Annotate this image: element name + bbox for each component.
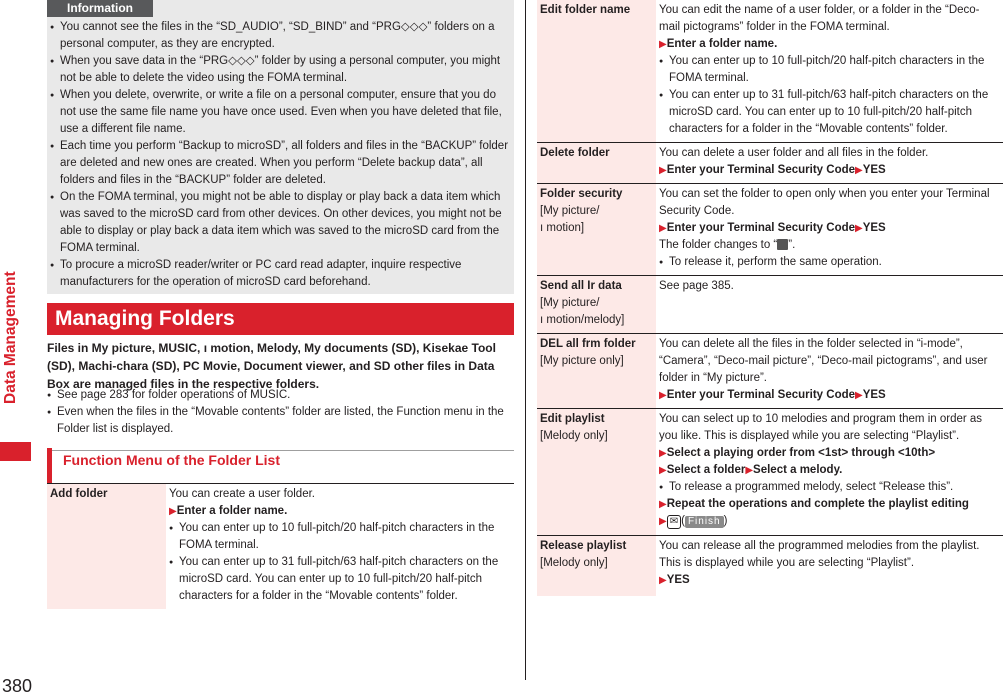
- arrow-icon: ▶: [659, 165, 667, 176]
- arrow-icon: ▶: [659, 390, 667, 401]
- function-desc: You can set the folder to open only when you enter your Terminal Security Code.: [659, 188, 990, 217]
- function-name: Edit folder name: [540, 4, 631, 16]
- row-name-cell: [537, 0, 656, 143]
- function-action: YES: [666, 574, 690, 586]
- function-scope: [Melody only]: [540, 557, 608, 569]
- function-desc: You can delete all the files in the folder selected in “i-mode”, “Camera”, “Deco-mail picture”, “Deco-mail pictograms”, and user folder in “My picture”.: [659, 338, 988, 384]
- function-name: Release playlist: [540, 540, 627, 552]
- section-intro: Files in My picture, MUSIC, ı motion, Melody, My documents (SD), Kisekae Tool (SD), Machi-chara (SD), PC Movie, Document viewer, and SD other files in Data Box are managed files in the respective folders.: [47, 341, 496, 391]
- row-desc-cell: [656, 0, 1003, 143]
- arrow-icon: ▶: [659, 39, 667, 50]
- information-tag: Information: [47, 0, 153, 17]
- arrow-icon: ▶: [659, 223, 667, 234]
- side-tab: [0, 0, 31, 698]
- function-scope: [My picture only]: [540, 355, 624, 367]
- function-name: Send all Ir data: [540, 280, 622, 292]
- row-name-cell: [537, 536, 656, 596]
- table-row: [537, 143, 1003, 184]
- function-action: YES: [862, 389, 886, 401]
- row-desc-cell: [656, 334, 1003, 409]
- change-text: The folder changes to “: [659, 239, 778, 251]
- function-action: Repeat the operations and complete the playlist editing: [666, 498, 969, 510]
- arrow-icon: ▶: [659, 448, 667, 459]
- function-name: Edit playlist: [540, 413, 605, 425]
- function-action: Select a playing order from <1st> through <10th>: [666, 447, 936, 459]
- row-desc-cell: [656, 276, 1003, 334]
- table-row: [537, 409, 1003, 536]
- function-desc: You can create a user folder.: [169, 488, 315, 500]
- function-desc: You can edit the name of a user folder, or a folder in the “Deco-mail pictograms” folder in the FOMA terminal.: [659, 4, 980, 33]
- function-action: Enter a folder name.: [666, 38, 778, 50]
- function-scope: ı motion/melody]: [540, 314, 625, 326]
- row-desc-cell: [166, 484, 514, 610]
- function-scope: [My picture/: [540, 297, 600, 309]
- row-name-cell: [537, 409, 656, 536]
- function-scope: [My picture/: [540, 205, 600, 217]
- table-row: [537, 536, 1003, 596]
- arrow-icon: ▶: [169, 506, 177, 517]
- row-desc-cell: [656, 143, 1003, 184]
- secure-folder-icon: [777, 239, 788, 250]
- change-text: ”.: [788, 239, 796, 251]
- note-item: ● You can enter up to 31 full-pitch/63 half-pitch characters on the microSD card. You can enter up to 10 full-pitch/20 half-pitch characters for a folder in the “Movable contents” folder.: [169, 554, 511, 605]
- heading-rule: [52, 450, 514, 451]
- information-item: ● You cannot see the files in the “SD_AUDIO”, “SD_BIND” and “PRG◇◇◇” folders on a personal computer, as they are encrypted.: [50, 19, 510, 53]
- function-name: Folder security: [540, 188, 623, 200]
- function-action: Select a folder: [666, 464, 746, 476]
- arrow-icon: ▶: [659, 575, 667, 586]
- function-name: Delete folder: [540, 147, 610, 159]
- information-item: ● When you save data in the “PRG◇◇◇” folder by using a personal computer, you might not be able to delete the video using the FOMA terminal.: [50, 53, 510, 87]
- arrow-icon: ▶: [855, 165, 863, 176]
- finish-softkey: Finish: [685, 516, 724, 528]
- information-list: [50, 19, 510, 291]
- row-desc-cell: [656, 536, 1003, 596]
- row-name-cell: [537, 184, 656, 276]
- function-desc: You can release all the programmed melodies from the playlist. This is displayed while you are selecting “Playlist”.: [659, 540, 980, 569]
- information-item: ● Each time you perform “Backup to microSD”, all folders and files in the “BACKUP” folder are deleted and new ones are created. When you perform “Delete backup data”, all folders and files in the “BACKUP” folder are deleted.: [50, 138, 510, 189]
- table-row: [47, 484, 514, 610]
- function-table-left: [47, 484, 514, 610]
- row-desc-cell: You can select up to 10 melodies and program them in order as you like. This is displayed while you are selecting “Playlist”. ▶Select a playing order from <1st> through <10th> ▶Select a folder▶Select a melody. ● To release a programmed melody, select “Release this”. ▶Repeat the operations and complete the playlist editing ▶ ✉ ( Finish ): [656, 409, 1003, 536]
- section-title: Managing Folders: [47, 303, 514, 335]
- function-desc: You can delete a user folder and all files in the folder.: [659, 147, 929, 159]
- heading-accent: [47, 448, 52, 484]
- page-number: 380: [2, 676, 33, 696]
- function-desc: You can select up to 10 melodies and program them in order as you like. This is displayed while you are selecting “Playlist”.: [659, 413, 983, 442]
- row-name-cell: [537, 143, 656, 184]
- table-row: [537, 334, 1003, 409]
- information-item: ● When you delete, overwrite, or write a file on a personal computer, ensure that you do not use the same file name you have once used. Even when you have deleted that file, use a different file name.: [50, 87, 510, 138]
- arrow-icon: ▶: [855, 390, 863, 401]
- function-action: Enter your Terminal Security Code: [666, 222, 856, 234]
- note-item: ● Even when the files in the “Movable contents” folder are listed, the Function menu in the Folder list is displayed.: [47, 404, 512, 438]
- note-item: ● To release a programmed melody, select “Release this”.: [659, 479, 1000, 496]
- function-action: Enter your Terminal Security Code: [666, 389, 856, 401]
- function-scope: ı motion]: [540, 222, 585, 234]
- function-name: Add folder: [50, 488, 108, 500]
- function-action: YES: [862, 164, 886, 176]
- function-desc: See page 385.: [659, 280, 734, 292]
- note-item: ● You can enter up to 31 full-pitch/63 half-pitch characters on the microSD card. You can enter up to 10 full-pitch/20 half-pitch characters for a folder in the “Movable contents” folder.: [659, 87, 1000, 138]
- row-desc-cell: [656, 184, 1003, 276]
- note-item: ● You can enter up to 10 full-pitch/20 half-pitch characters in the FOMA terminal.: [169, 520, 511, 554]
- arrow-icon: ▶: [659, 499, 667, 510]
- function-table-right: [537, 0, 1003, 596]
- arrow-icon: ▶: [855, 223, 863, 234]
- mail-key-icon: ✉: [667, 515, 681, 529]
- table-row: [537, 276, 1003, 334]
- side-tab-marker: [0, 442, 31, 461]
- section-notes: [47, 387, 512, 438]
- table-row: [537, 0, 1003, 143]
- function-menu-title: Function Menu of the Folder List: [63, 452, 280, 468]
- function-action: Select a melody.: [753, 464, 843, 476]
- note-item: ● You can enter up to 10 full-pitch/20 half-pitch characters in the FOMA terminal.: [659, 53, 1000, 87]
- information-item: ● On the FOMA terminal, you might not be able to display or play back a data item which was saved to the microSD card from other devices. On other devices, you might not be able to display or play back a data item which was saved to the microSD card from the FOMA terminal.: [50, 189, 510, 257]
- note-item: ● To release it, perform the same operation.: [659, 254, 1000, 271]
- arrow-icon: ▶: [745, 465, 754, 476]
- row-name-cell: [537, 276, 656, 334]
- function-name: DEL all frm folder: [540, 338, 636, 350]
- function-action: Enter a folder name.: [176, 505, 288, 517]
- arrow-icon: ▶: [659, 516, 667, 527]
- information-item: ● To procure a microSD reader/writer or PC card read adapter, inquire respective manufacturers for the operation of microSD card beforehand.: [50, 257, 510, 291]
- row-name-cell: [537, 334, 656, 409]
- function-action: YES: [862, 222, 886, 234]
- table-row: [537, 184, 1003, 276]
- arrow-icon: ▶: [659, 465, 667, 476]
- function-action: Enter your Terminal Security Code: [666, 164, 856, 176]
- function-scope: [Melody only]: [540, 430, 608, 442]
- column-divider: [525, 0, 526, 680]
- row-name-cell: [47, 484, 166, 610]
- side-tab-label: Data Management: [2, 271, 19, 404]
- note-item: ● See page 283 for folder operations of MUSIC.: [47, 387, 512, 404]
